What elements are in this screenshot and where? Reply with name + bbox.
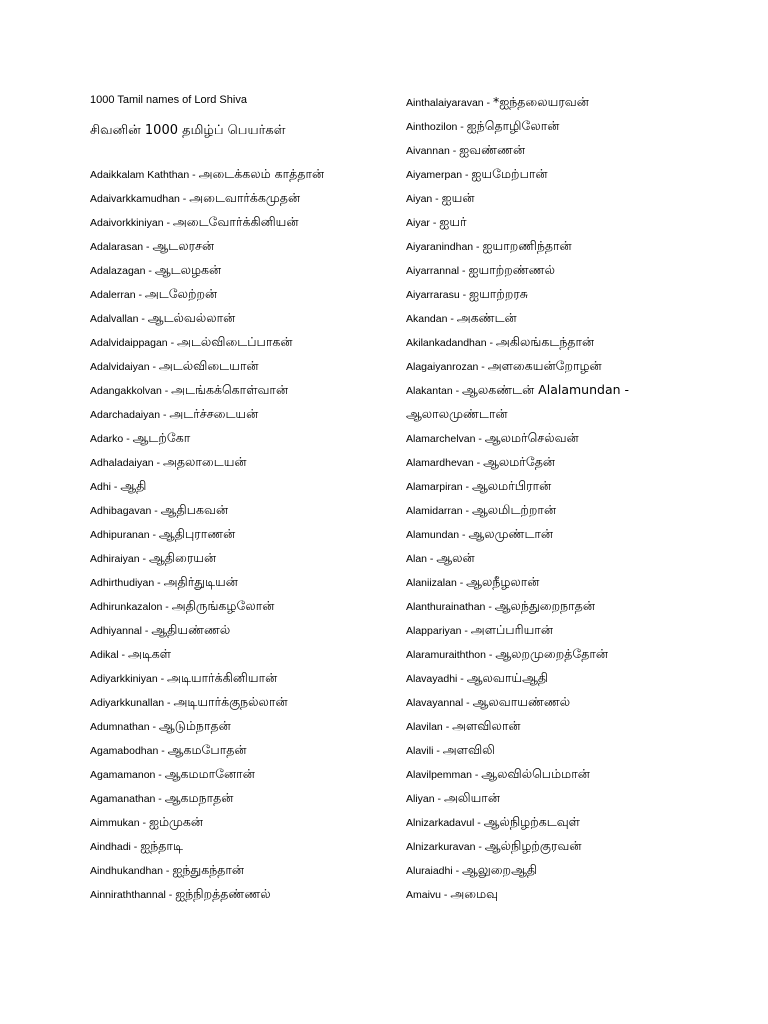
document-subtitle: சிவனின் 1000 தமிழ்ப் பெயர்கள்	[90, 123, 286, 138]
name-separator: -	[154, 577, 164, 589]
name-entry	[406, 812, 746, 836]
tamil-name: அகிலங்கடந்தான்	[495, 334, 595, 349]
name-entry	[406, 356, 746, 380]
name-entry	[90, 668, 390, 692]
name-entry	[406, 428, 746, 452]
transliterated-name: Alamarpiran	[406, 481, 463, 493]
name-separator: -	[155, 793, 165, 805]
name-entry	[406, 548, 746, 572]
name-entry	[90, 452, 390, 476]
name-entry	[406, 92, 746, 116]
name-entry	[90, 740, 390, 764]
tamil-name: அதிர்துடியன்	[163, 574, 238, 589]
transliterated-name: Adalerran	[90, 289, 136, 301]
name-separator: -	[157, 673, 168, 685]
name-separator: -	[427, 553, 437, 565]
tamil-name: ஆலவாய்ஆதி	[466, 670, 549, 685]
transliterated-name: Adalvidaiyan	[90, 361, 150, 373]
name-separator: -	[463, 697, 473, 709]
transliterated-name: Alamidarran	[406, 505, 463, 517]
name-entry	[406, 788, 746, 812]
name-entry	[90, 236, 390, 260]
name-separator: -	[130, 841, 141, 853]
name-separator: -	[111, 481, 121, 493]
transliterated-name: Aliyan	[406, 793, 435, 805]
name-separator: -	[153, 457, 163, 469]
transliterated-name: Aiyarrarasu	[406, 289, 460, 301]
name-entry	[90, 164, 390, 188]
name-entry	[90, 260, 390, 284]
transliterated-name: Aiyamerpan	[406, 169, 463, 181]
name-separator: -	[189, 169, 199, 181]
tamil-name: ஆகமபோதன்	[167, 742, 247, 757]
transliterated-name: Akandan	[406, 313, 448, 325]
name-separator: -	[459, 529, 469, 541]
tamil-name: ஆலறமுறைத்தோன்	[495, 646, 609, 661]
tamil-name: ஆகமமானோன்	[164, 766, 255, 781]
name-separator: -	[462, 505, 472, 517]
name-entry	[90, 500, 390, 524]
tamil-name: அடலேற்றன்	[144, 286, 218, 301]
name-separator: -	[478, 361, 488, 373]
transliterated-name: Ainthozilon	[406, 121, 458, 133]
tamil-name: ஆகமநாதன்	[164, 790, 234, 805]
transliterated-name: Adaivarkkamudhan	[90, 193, 180, 205]
transliterated-name: Adhibagavan	[90, 505, 152, 517]
name-separator: -	[162, 865, 173, 877]
tamil-name: ஆலவாயண்ணல்	[472, 694, 571, 709]
name-entry	[406, 476, 746, 500]
name-entry	[90, 620, 390, 644]
name-separator: -	[452, 385, 463, 397]
name-entry	[90, 524, 390, 548]
transliterated-name: Adarchadaiyan	[90, 409, 161, 421]
tamil-name: அளப்பரியான்	[470, 622, 553, 637]
name-entry	[406, 236, 746, 260]
transliterated-name: Aiyan	[406, 193, 433, 205]
transliterated-name: Ainniraththannal	[90, 889, 166, 901]
name-list-right-column	[406, 92, 746, 908]
document-title: 1000 Tamil names of Lord Shiva	[90, 94, 247, 106]
name-entry	[406, 380, 746, 404]
tamil-name: ஐந்துகந்தான்	[172, 862, 245, 877]
tamil-name: அமைவு	[450, 886, 499, 901]
transliterated-name: Alan	[406, 553, 428, 565]
transliterated-name: Akilankadandhan	[406, 337, 487, 349]
tamil-name: அடியார்க்குநல்லான்	[173, 694, 288, 709]
transliterated-name: Aimmukan	[90, 817, 140, 829]
name-entry	[90, 836, 390, 860]
transliterated-name: Adhiyannal	[90, 625, 142, 637]
name-entry	[406, 452, 746, 476]
name-separator: -	[149, 721, 159, 733]
tamil-name: அடைவார்க்கமுதன்	[189, 190, 301, 205]
tamil-name: *ஐந்தலையரவன்	[492, 94, 589, 109]
tamil-name: ஆல்நிழற்கடவுள்	[483, 814, 580, 829]
tamil-name: அகண்டன்	[456, 310, 517, 325]
transliterated-name: Adiyarkkunallan	[90, 697, 165, 709]
tamil-name: அடல்விடைப்பாகன்	[177, 334, 293, 349]
transliterated-name: Adhi	[90, 481, 112, 493]
name-entry	[406, 716, 746, 740]
name-separator: -	[461, 625, 471, 637]
transliterated-name: Adhaladaiyan	[90, 457, 154, 469]
transliterated-name: Adhirthudiyan	[90, 577, 155, 589]
transliterated-name: Alavilan	[406, 721, 443, 733]
transliterated-name: Adalazagan	[90, 265, 146, 277]
transliterated-name: Alagaiyanrozan	[406, 361, 479, 373]
tamil-name: ஆதி	[120, 478, 147, 493]
transliterated-name: Adiyarkkiniyan	[90, 673, 158, 685]
name-separator: -	[151, 505, 161, 517]
transliterated-name: Adumnathan	[90, 721, 150, 733]
name-entry	[406, 692, 746, 716]
name-separator: -	[442, 721, 453, 733]
name-entry	[90, 788, 390, 812]
tamil-name: அடைவோர்க்கினியன்	[172, 214, 299, 229]
tamil-name: ஐயன்	[441, 190, 475, 205]
tamil-name: ஆடும்நாதன்	[158, 718, 231, 733]
tamil-name: அளவிலான்	[452, 718, 521, 733]
name-entry	[406, 524, 746, 548]
transliterated-name: Adalvidaippagan	[90, 337, 168, 349]
tamil-name: ஆலவில்பெம்மான்	[481, 766, 590, 781]
name-separator: -	[138, 313, 148, 325]
transliterated-name: Aiyar	[406, 217, 430, 229]
transliterated-name: Adhiraiyan	[90, 553, 140, 565]
name-entry	[406, 860, 746, 884]
name-separator: -	[160, 409, 170, 421]
name-entry	[406, 164, 746, 188]
name-separator: -	[462, 169, 472, 181]
name-entry	[406, 332, 746, 356]
name-entry	[406, 620, 746, 644]
name-entry	[90, 332, 390, 356]
tamil-name: ஆல்நிழற்குரவன்	[484, 838, 582, 853]
tamil-name: அலியான்	[443, 790, 500, 805]
name-entry	[406, 644, 746, 668]
name-entry	[90, 356, 390, 380]
transliterated-name: Alnizarkadavul	[406, 817, 475, 829]
tamil-name: ஆதியண்ணல்	[151, 622, 231, 637]
tamil-name: ஆடல்வல்லான்	[147, 310, 236, 325]
tamil-name: ஐயாறணிந்தான்	[482, 238, 572, 253]
transliterated-name: Alanthurainathan	[406, 601, 486, 613]
transliterated-name: Aiyaranindhan	[406, 241, 474, 253]
name-separator: -	[139, 553, 149, 565]
name-entry	[90, 380, 390, 404]
name-separator: -	[449, 145, 460, 157]
name-separator: -	[456, 577, 467, 589]
name-entry	[406, 284, 746, 308]
name-separator: -	[457, 121, 467, 133]
name-entry	[406, 188, 746, 212]
name-entry	[406, 836, 746, 860]
tamil-name: அடர்ச்சடையன்	[169, 406, 259, 421]
name-entry	[90, 404, 390, 428]
name-entry	[406, 260, 746, 284]
name-separator: -	[462, 481, 472, 493]
transliterated-name: Adaikkalam Kaththan	[90, 169, 190, 181]
name-separator: -	[167, 337, 177, 349]
tamil-name: ஆலமர்செல்வன்	[484, 430, 579, 445]
transliterated-name: Adalarasan	[90, 241, 144, 253]
name-separator: -	[452, 865, 463, 877]
name-entry	[406, 308, 746, 332]
name-separator: -	[432, 193, 442, 205]
name-separator: -	[473, 457, 484, 469]
tamil-name: ஆதிபகவன்	[160, 502, 229, 517]
transliterated-name: Alamarchelvan	[406, 433, 476, 445]
tamil-name: ஐவண்ணன்	[459, 142, 526, 157]
tamil-name: ஆடலழகன்	[154, 262, 222, 277]
tamil-name: அளகையன்றோழன்	[487, 358, 602, 373]
transliterated-name: Adhirunkazalon	[90, 601, 163, 613]
name-entry	[90, 596, 390, 620]
transliterated-name: Adhipuranan	[90, 529, 150, 541]
transliterated-name: Alavilpemman	[406, 769, 472, 781]
name-entry	[90, 308, 390, 332]
name-entry	[90, 716, 390, 740]
name-entry	[90, 476, 390, 500]
name-entry	[90, 284, 390, 308]
tamil-name: ஆலநீழலான்	[466, 574, 540, 589]
name-separator: -	[161, 385, 172, 397]
name-entry	[90, 548, 390, 572]
name-separator: -	[118, 649, 128, 661]
transliterated-name: Alappariyan	[406, 625, 462, 637]
name-entry	[90, 644, 390, 668]
tamil-name: ஆடலரசன்	[152, 238, 215, 253]
name-separator: -	[459, 265, 469, 277]
transliterated-name: Agamabodhan	[90, 745, 159, 757]
tamil-name: ஆலகண்டன் Alalamundan -	[462, 382, 630, 397]
tamil-name: ஆலாலமுண்டான்	[406, 406, 508, 421]
transliterated-name: Alavili	[406, 745, 434, 757]
name-separator: -	[139, 817, 149, 829]
name-separator: -	[475, 841, 485, 853]
tamil-name: ஐந்தாடி	[140, 838, 183, 853]
name-separator: -	[141, 625, 152, 637]
name-entry	[406, 740, 746, 764]
name-entry	[90, 428, 390, 452]
tamil-name: ஆலன்	[436, 550, 475, 565]
name-separator: -	[434, 793, 444, 805]
tamil-name: அடங்கக்கொள்வான்	[171, 382, 289, 397]
transliterated-name: Agamamanon	[90, 769, 156, 781]
tamil-name: ஐம்முகன்	[148, 814, 204, 829]
name-entry	[406, 596, 746, 620]
name-entry	[90, 812, 390, 836]
tamil-name: ஐந்தொழிலோன்	[466, 118, 560, 133]
tamil-name: ஆதிரையன்	[148, 550, 217, 565]
tamil-name: ஐயர்	[439, 214, 467, 229]
tamil-name: ஆலந்துறைநாதன்	[494, 598, 595, 613]
name-entry	[90, 764, 390, 788]
name-entry	[90, 692, 390, 716]
tamil-name: ஆலமுண்டான்	[468, 526, 554, 541]
name-separator: -	[475, 433, 485, 445]
name-separator: -	[486, 337, 496, 349]
name-separator: -	[163, 217, 173, 229]
tamil-name: அடியார்க்கினியான்	[167, 670, 278, 685]
tamil-name: அடிகள்	[127, 646, 172, 661]
name-separator: -	[471, 769, 482, 781]
tamil-name: ஐயாற்றண்ணல்	[468, 262, 555, 277]
name-entry	[406, 764, 746, 788]
transliterated-name: Aindhadi	[90, 841, 131, 853]
name-separator: -	[135, 289, 145, 301]
name-separator: -	[149, 361, 159, 373]
name-separator: -	[441, 889, 451, 901]
name-separator: -	[485, 649, 496, 661]
tamil-name: அடைக்கலம் காத்தான்	[198, 166, 325, 181]
name-entry	[406, 572, 746, 596]
transliterated-name: Adangakkolvan	[90, 385, 162, 397]
name-entry	[90, 572, 390, 596]
tamil-name: அதிருங்கழலோன்	[171, 598, 275, 613]
tamil-name: ஐந்நிறத்தண்ணல்	[175, 886, 271, 901]
transliterated-name: Alnizarkuravan	[406, 841, 476, 853]
name-separator: -	[483, 97, 493, 109]
transliterated-name: Alaramuraiththon	[406, 649, 486, 661]
tamil-name: ஐயமேற்பான்	[471, 166, 548, 181]
name-separator: -	[145, 265, 155, 277]
transliterated-name: Adaivorkkiniyan	[90, 217, 164, 229]
name-separator: -	[433, 745, 443, 757]
name-separator: -	[123, 433, 133, 445]
transliterated-name: Agamanathan	[90, 793, 156, 805]
tamil-name: ஆதிபுராணன்	[158, 526, 236, 541]
transliterated-name: Aindhukandhan	[90, 865, 163, 877]
name-separator: -	[473, 241, 483, 253]
transliterated-name: Ainthalaiyaravan	[406, 97, 484, 109]
tamil-name: ஆலுறைஆதி	[462, 862, 538, 877]
name-separator: -	[474, 817, 484, 829]
name-entry	[406, 404, 746, 428]
transliterated-name: Adarko	[90, 433, 124, 445]
name-entry	[406, 140, 746, 164]
name-entry	[90, 884, 390, 908]
transliterated-name: Adalvallan	[90, 313, 139, 325]
name-separator: -	[158, 745, 168, 757]
tamil-name: அதலாடையன்	[162, 454, 247, 469]
name-entry	[406, 212, 746, 236]
tamil-name: ஆலமிடற்றான்	[471, 502, 557, 517]
tamil-name: அளவிலி	[442, 742, 495, 757]
name-separator: -	[149, 529, 159, 541]
tamil-name: ஆலமர்தேன்	[483, 454, 555, 469]
transliterated-name: Alamardhevan	[406, 457, 474, 469]
tamil-name: ஐயாற்றரசு	[469, 286, 528, 301]
transliterated-name: Alamundan	[406, 529, 460, 541]
name-separator: -	[179, 193, 190, 205]
name-separator: -	[164, 697, 174, 709]
name-separator: -	[165, 889, 176, 901]
transliterated-name: Aivannan	[406, 145, 450, 157]
name-separator: -	[162, 601, 172, 613]
tamil-name: ஆலமர்பிரான்	[471, 478, 552, 493]
name-list-left-column	[90, 164, 390, 908]
transliterated-name: Alaniizalan	[406, 577, 457, 589]
transliterated-name: Alavayadhi	[406, 673, 458, 685]
name-separator: -	[447, 313, 457, 325]
transliterated-name: Amaivu	[406, 889, 442, 901]
name-entry	[90, 212, 390, 236]
transliterated-name: Alavayannal	[406, 697, 464, 709]
transliterated-name: Alakantan	[406, 385, 453, 397]
transliterated-name: Aluraiadhi	[406, 865, 453, 877]
name-separator: -	[155, 769, 165, 781]
name-entry	[90, 860, 390, 884]
name-entry	[406, 884, 746, 908]
name-entry	[90, 188, 390, 212]
transliterated-name: Adikal	[90, 649, 119, 661]
name-separator: -	[485, 601, 495, 613]
tamil-name: ஆடற்கோ	[132, 430, 191, 445]
name-entry	[406, 500, 746, 524]
name-separator: -	[429, 217, 440, 229]
name-entry	[406, 668, 746, 692]
name-separator: -	[143, 241, 153, 253]
tamil-name: அடல்விடையான்	[158, 358, 259, 373]
transliterated-name: Aiyarrannal	[406, 265, 460, 277]
name-separator: -	[459, 289, 470, 301]
name-separator: -	[457, 673, 467, 685]
name-entry	[406, 116, 746, 140]
